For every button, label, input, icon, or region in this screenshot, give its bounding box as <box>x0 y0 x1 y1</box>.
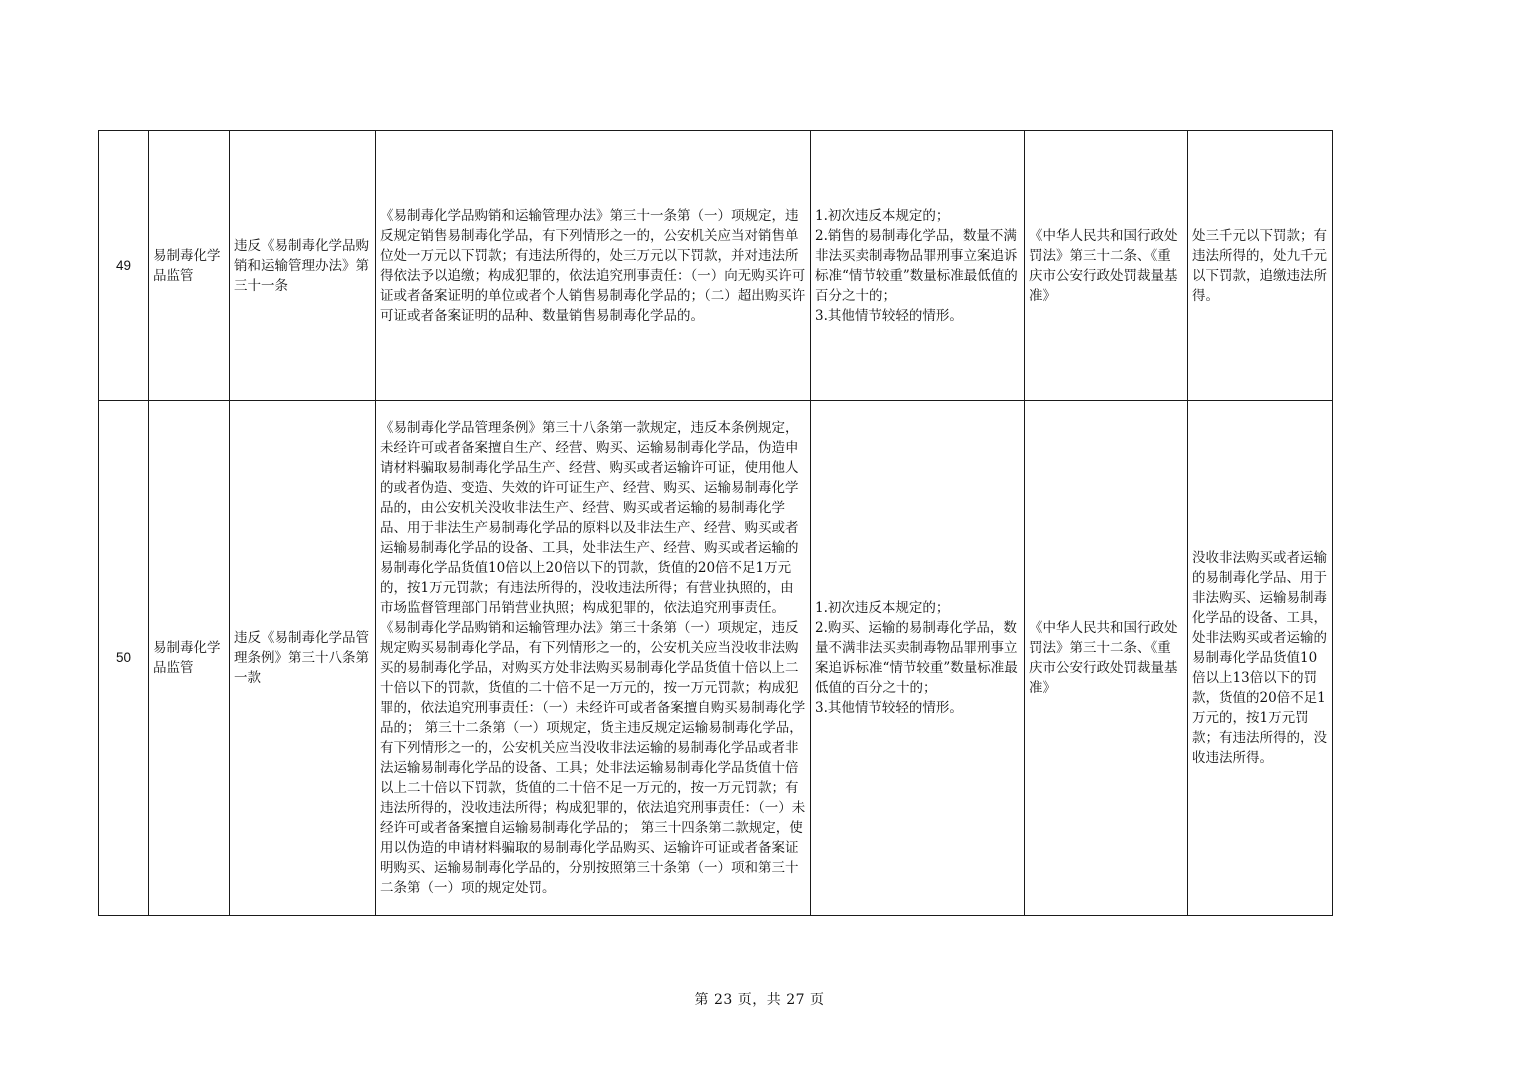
row-number: 50 <box>99 401 149 916</box>
penalty-table <box>98 130 1333 916</box>
table-row <box>99 131 1333 401</box>
category-cell: 易制毒化学品监管 <box>149 131 230 401</box>
circumstance-item: 3.其他情节较轻的情形。 <box>815 700 963 716</box>
circumstance-item: 3.其他情节较轻的情形。 <box>815 307 963 324</box>
penalty-cell: 处三千元以下罚款；有违法所得的，处九千元以下罚款，追缴违法所得。 <box>1188 131 1333 401</box>
circumstance-item: 1.初次违反本规定的； <box>815 600 950 616</box>
page-number: 第 23 页，共 27 页 <box>694 992 825 1008</box>
legal-basis-paragraph: 《易制毒化学品购销和运输管理办法》第三十条第（一）项规定，违反规定购买易制毒化学品，有下列情形之一的，公安机关应当没收非法购买的易制毒化学品，对购买方处非法购买易制毒化学品货值十倍以上二十倍以下的罚款，货值的二十倍不足一万元的，按一万元罚款；构成犯罪的，依法追究刑事责任：（一）未经许可或者备案擅自购买易制毒化学品的； 第三十二条第（一）项规定，货主违反规定运输易制毒化学品，有下列情形之一的，公安机关应当没收非法运输的易制毒化学品或者非法运输易制毒化学品的设备、工具；处非法运输易制毒化学品货值十倍以上二十倍以下罚款，货值的二十倍不足一万元的，按一万元罚款；有违法所得的，没收违法所得；构成犯罪的，依法追究刑事责任：（一）未经许可或者备案擅自运输易制毒化学品的； 第三十四条第二款规定，使用以伪造的申请材料骗取的易制毒化学品购买、运输许可证或者备案证明购买、运输易制毒化学品的，分别按照第三十条第（一）项和第三十二条第（一）项的规定处罚。 <box>380 620 806 896</box>
legal-basis-cell: 《易制毒化学品购销和运输管理办法》第三十一条第（一）项规定，违反规定销售易制毒化学品，有下列情形之一的，公安机关应当对销售单位处一万元以下罚款；有违法所得的，处三万元以下罚款，并对违法所得依法予以追缴；构成犯罪的，依法追究刑事责任：（一）向无购买许可证或者备案证明的单位或者个人销售易制毒化学品的；（二）超出购买许可证或者备案证明的品种、数量销售易制毒化学品的。 <box>376 131 811 401</box>
row-number: 49 <box>99 131 149 401</box>
violation-cell: 违反《易制毒化学品管理条例》第三十八条第一款 <box>230 401 376 916</box>
circumstances-cell <box>811 401 1025 916</box>
reference-cell: 《中华人民共和国行政处罚法》第三十二条、《重庆市公安行政处罚裁量基准》 <box>1025 131 1188 401</box>
violation-cell: 违反《易制毒化学品购销和运输管理办法》第三十一条 <box>230 131 376 401</box>
circumstances-cell <box>811 131 1025 401</box>
circumstance-item: 2.购买、运输的易制毒化学品，数量不满非法买卖制毒物品罪刑事立案追诉标准“情节较重”数量标准最低值的百分之十的； <box>815 620 1018 696</box>
circumstance-item: 1.初次违反本规定的； <box>815 207 950 224</box>
reference-cell: 《中华人民共和国行政处罚法》第三十二条、《重庆市公安行政处罚裁量基准》 <box>1025 401 1188 916</box>
penalty-cell: 没收非法购买或者运输的易制毒化学品、用于非法购买、运输易制毒化学品的设备、工具，处非法购买或者运输的易制毒化学品货值10倍以上13倍以下的罚款，货值的20倍不足1万元的，按1万元罚款；有违法所得的，没收违法所得。 <box>1188 401 1333 916</box>
circumstance-item: 2.销售的易制毒化学品，数量不满非法买卖制毒物品罪刑事立案追诉标准“情节较重”数量标准最低值的百分之十的； <box>815 227 1018 304</box>
table-row <box>99 401 1333 916</box>
legal-basis-paragraph: 《易制毒化学品管理条例》第三十八条第一款规定，违反本条例规定，未经许可或者备案擅自生产、经营、购买、运输易制毒化学品，伪造申请材料骗取易制毒化学品生产、经营、购买或者运输许可证，使用他人的或者伪造、变造、失效的许可证生产、经营、购买、运输易制毒化学品的，由公安机关没收非法生产、经营、购买或者运输的易制毒化学品、用于非法生产易制毒化学品的原料以及非法生产、经营、购买或者运输易制毒化学品的设备、工具，处非法生产、经营、购买或者运输的易制毒化学品货值10倍以上20倍以下的罚款，货值的20倍不足1万元的，按1万元罚款；有违法所得的，没收违法所得；有营业执照的，由市场监督管理部门吊销营业执照；构成犯罪的，依法追究刑事责任。 <box>380 420 799 616</box>
legal-basis-cell <box>376 401 811 916</box>
category-cell: 易制毒化学品监管 <box>149 401 230 916</box>
